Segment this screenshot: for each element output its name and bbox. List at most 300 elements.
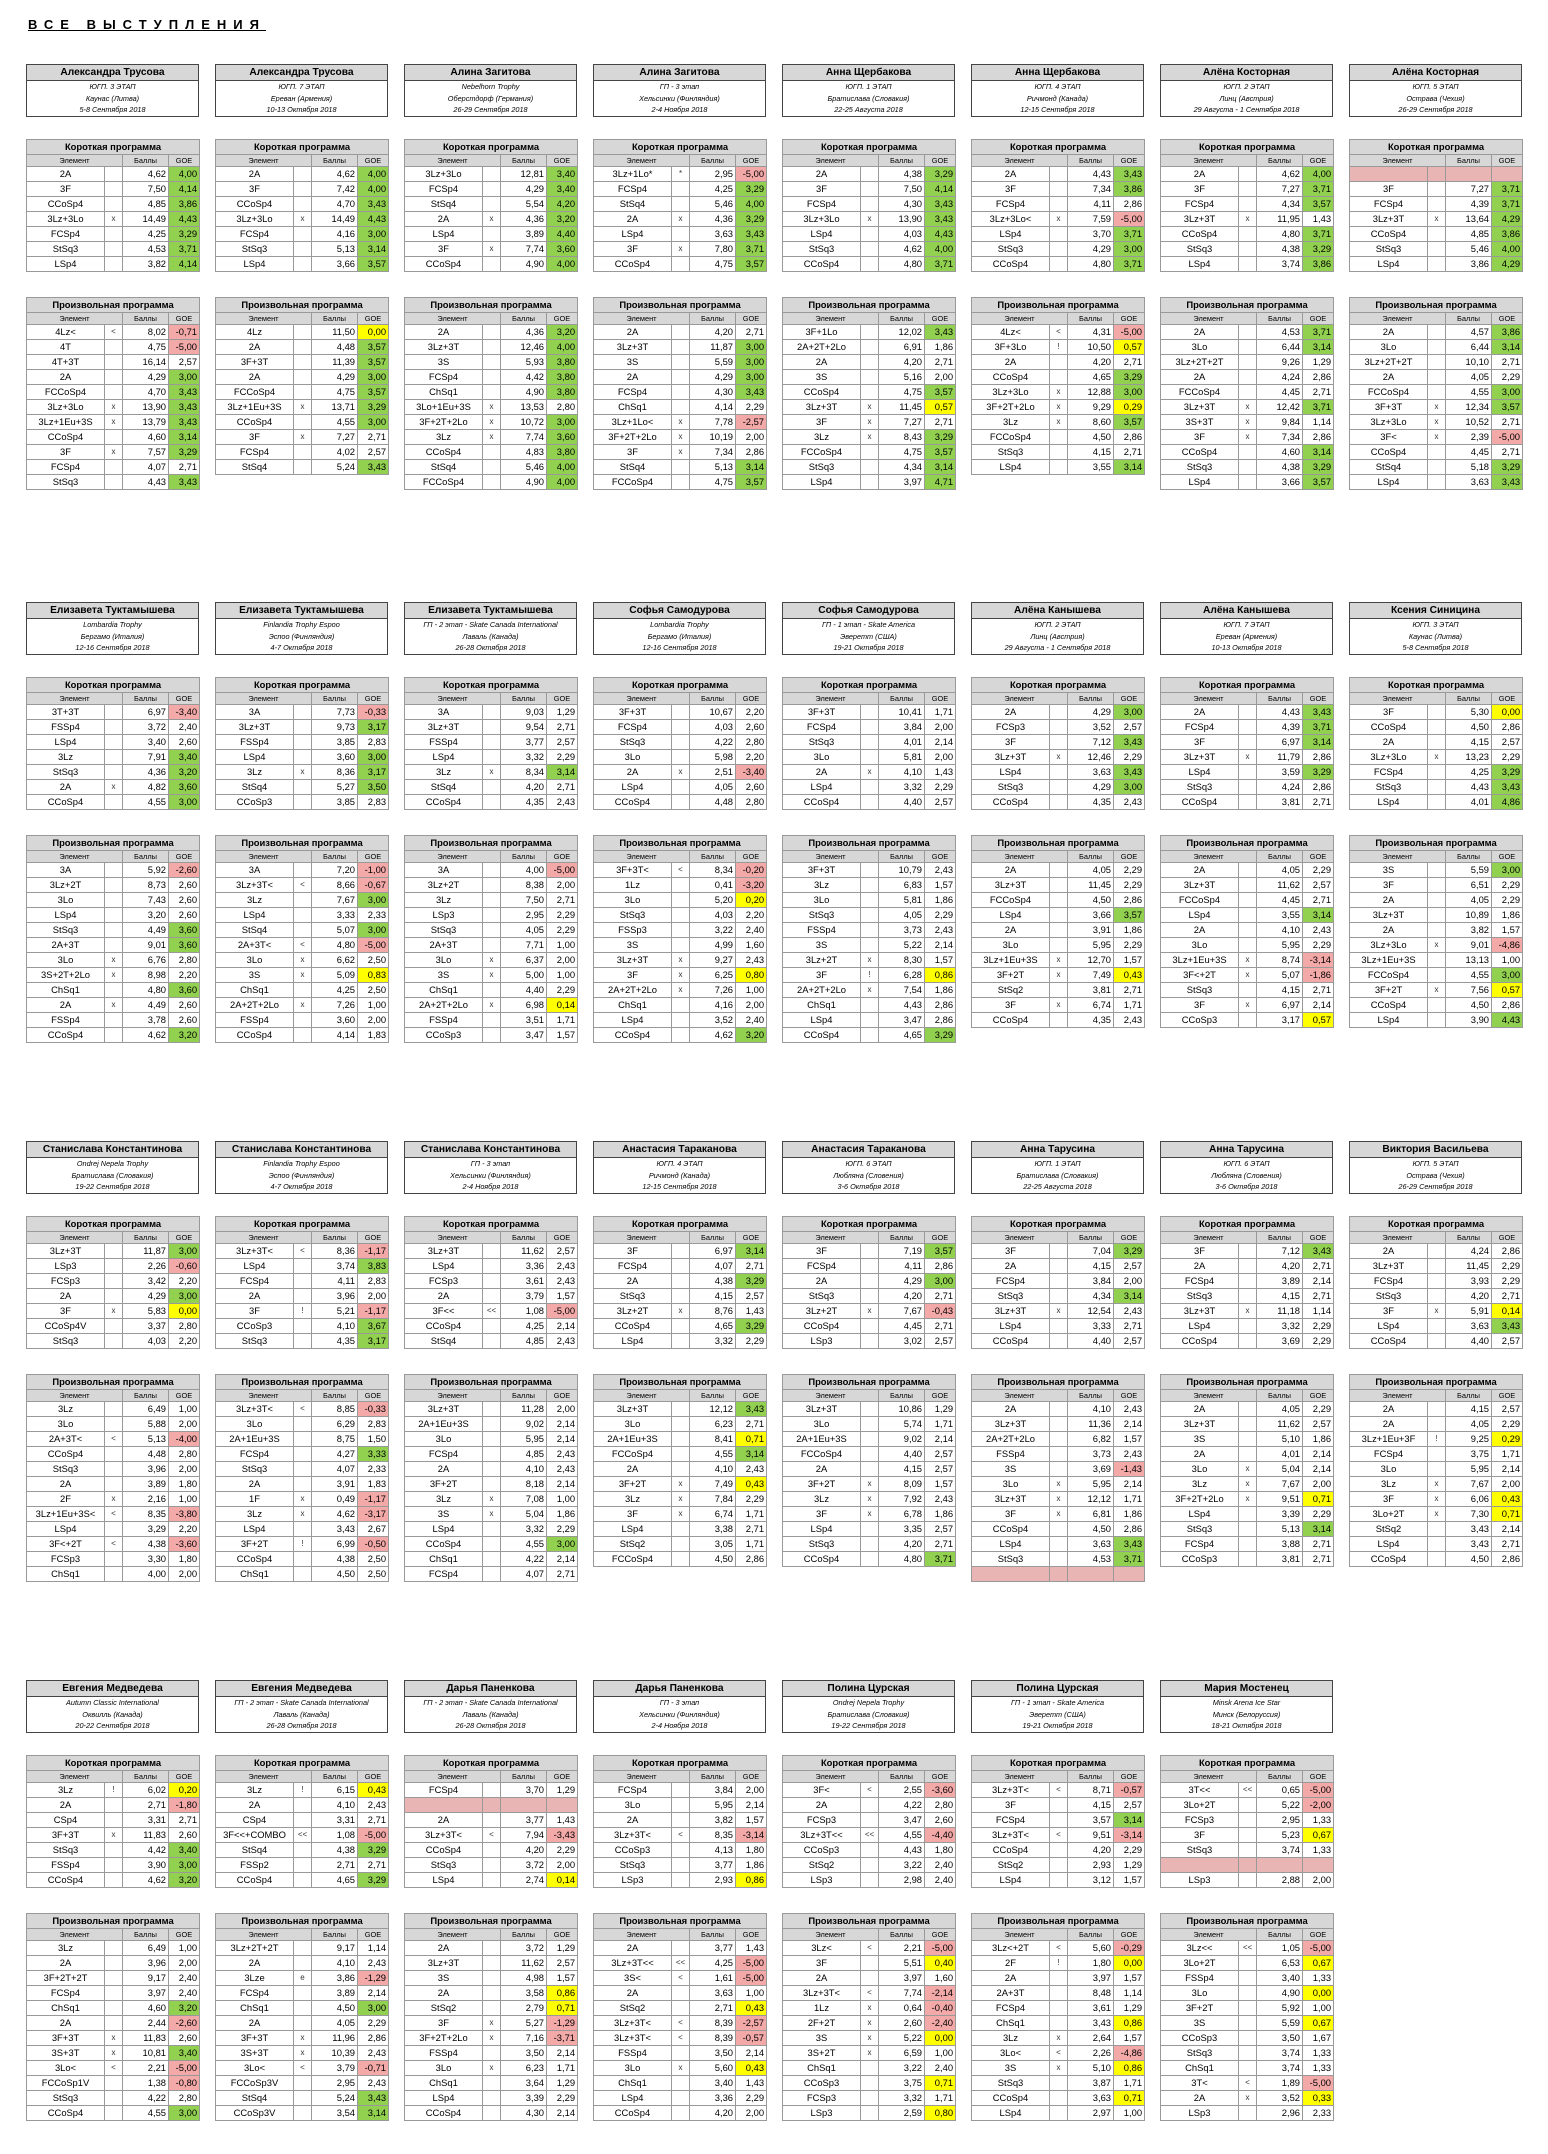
element-code: LSp4 xyxy=(1161,765,1239,780)
element-score: 3,91 xyxy=(312,1477,358,1492)
element-score: 3,47 xyxy=(879,1013,925,1028)
element-row xyxy=(783,2031,956,2046)
card-header xyxy=(404,1141,577,1194)
skater-card xyxy=(404,1141,577,1579)
element-mark: << xyxy=(861,1828,879,1843)
element-mark: < xyxy=(105,1432,123,1447)
element-goe: 3,60 xyxy=(547,430,578,445)
element-goe: 2,60 xyxy=(169,908,200,923)
element-row xyxy=(972,1432,1145,1447)
element-code: 3Lz+3Lo xyxy=(27,212,105,227)
element-mark xyxy=(1428,1244,1446,1259)
score-header: Баллы xyxy=(312,155,358,167)
element-mark xyxy=(294,370,312,385)
element-score: 8,35 xyxy=(690,1828,736,1843)
element-row xyxy=(216,355,389,370)
element-score: 11,62 xyxy=(1257,878,1303,893)
element-goe: 3,57 xyxy=(358,257,389,272)
element-goe: 3,20 xyxy=(169,1028,200,1043)
element-code: 2A+2T+2Lo xyxy=(783,340,861,355)
element-score: 4,90 xyxy=(501,385,547,400)
element-mark: x xyxy=(105,415,123,430)
element-goe: -1,17 xyxy=(358,1244,389,1259)
goe-header: GOE xyxy=(547,1390,578,1402)
element-score: 4,45 xyxy=(1257,893,1303,908)
element-row xyxy=(594,2031,767,2046)
short-program-table xyxy=(593,677,767,810)
element-row xyxy=(972,908,1145,923)
element-code: FCSp3 xyxy=(783,2091,861,2106)
element-score: 3,77 xyxy=(501,735,547,750)
element-row xyxy=(1161,460,1334,475)
element-score: 11,62 xyxy=(1257,1417,1303,1432)
element-code: StSq4 xyxy=(594,460,672,475)
element-goe: 2,40 xyxy=(169,1986,200,2001)
short-program-table xyxy=(1160,677,1334,810)
element-code: 3Lz+3T xyxy=(27,1244,105,1259)
element-code: CCoSp4 xyxy=(405,1537,483,1552)
event-place: Линц (Австрия) xyxy=(1219,93,1274,103)
element-score: 4,05 xyxy=(1257,863,1303,878)
element-goe: 1,71 xyxy=(547,2061,578,2076)
card-header xyxy=(1160,1680,1333,1733)
element-mark xyxy=(1428,923,1446,938)
element-code: StSq3 xyxy=(27,923,105,938)
element-code: FCCoSp4 xyxy=(1350,968,1428,983)
program-title: Короткая программа xyxy=(216,678,389,693)
element-row xyxy=(1350,953,1523,968)
element-code: 3Lz+3T xyxy=(594,953,672,968)
element-mark xyxy=(672,1783,690,1798)
element-goe: 2,57 xyxy=(1114,1334,1145,1349)
element-score: 6,91 xyxy=(879,340,925,355)
card-header xyxy=(26,1680,199,1733)
element-score: 6,23 xyxy=(501,2061,547,2076)
program-title: Короткая программа xyxy=(1161,1756,1334,1771)
element-goe: 0,86 xyxy=(736,1873,767,1888)
element-code: 4T+3T xyxy=(27,355,105,370)
score-header: Баллы xyxy=(501,155,547,167)
element-score: 5,24 xyxy=(312,2091,358,2106)
element-code: 2A+3T xyxy=(405,938,483,953)
element-row xyxy=(216,1447,389,1462)
element-score: 11,96 xyxy=(312,2031,358,2046)
element-code: CCoSp4 xyxy=(972,795,1050,810)
element-goe: 2,29 xyxy=(1303,863,1334,878)
event-date: 29 Августа - 1 Сентября 2018 xyxy=(1004,643,1111,653)
element-score: 5,59 xyxy=(1446,863,1492,878)
element-mark xyxy=(861,242,879,257)
element-row xyxy=(1350,735,1523,750)
element-goe: 2,43 xyxy=(547,795,578,810)
element-row xyxy=(405,923,578,938)
element-goe: 0,00 xyxy=(1303,1986,1334,2001)
element-mark: x xyxy=(1050,400,1068,415)
element-row xyxy=(1161,2061,1334,2076)
element-score: 4,16 xyxy=(690,998,736,1013)
element-goe: 2,60 xyxy=(169,1013,200,1028)
skater-card xyxy=(782,1680,955,2118)
element-mark: ! xyxy=(1050,1956,1068,1971)
element-mark xyxy=(483,257,501,272)
element-score: 5,60 xyxy=(690,2061,736,2076)
element-goe: 2,33 xyxy=(1303,2106,1334,2121)
element-score: 3,47 xyxy=(879,1813,925,1828)
event-place: Эспоо (Финляндия) xyxy=(268,1170,335,1180)
element-row xyxy=(405,938,578,953)
element-code: 3Lz+3T xyxy=(216,720,294,735)
element-header: Элемент xyxy=(27,313,123,325)
element-score: 3,84 xyxy=(690,1783,736,1798)
element-row xyxy=(1161,1971,1334,1986)
element-mark xyxy=(672,355,690,370)
element-row xyxy=(594,385,767,400)
element-score: 4,29 xyxy=(123,370,169,385)
score-header: Баллы xyxy=(1068,313,1114,325)
event-date: 18-21 Октября 2018 xyxy=(1211,1721,1282,1731)
element-score: 5,46 xyxy=(501,460,547,475)
element-row xyxy=(27,1828,200,1843)
element-mark xyxy=(672,325,690,340)
element-score: 4,45 xyxy=(879,1319,925,1334)
element-goe: 3,00 xyxy=(925,1274,956,1289)
program-title: Короткая программа xyxy=(27,1756,200,1771)
element-goe: 2,29 xyxy=(1114,938,1145,953)
element-mark xyxy=(672,197,690,212)
element-goe: 3,86 xyxy=(1492,325,1523,340)
element-score: 4,90 xyxy=(501,257,547,272)
element-score: 3,77 xyxy=(690,1941,736,1956)
element-row xyxy=(27,2076,200,2091)
element-code: 3T< xyxy=(1161,2076,1239,2091)
element-score xyxy=(501,1798,547,1813)
element-score: 5,23 xyxy=(1257,1828,1303,1843)
element-goe: -0,57 xyxy=(1114,1783,1145,1798)
element-goe: 2,80 xyxy=(547,400,578,415)
element-row xyxy=(594,2106,767,2121)
element-header: Элемент xyxy=(1161,1929,1257,1941)
element-goe: 3,20 xyxy=(736,1028,767,1043)
goe-header: GOE xyxy=(547,1232,578,1244)
element-mark xyxy=(483,2046,501,2061)
element-mark: x xyxy=(483,2031,501,2046)
element-goe: 1,86 xyxy=(1303,1432,1334,1447)
element-row xyxy=(27,983,200,998)
element-code: StSq4 xyxy=(405,780,483,795)
element-code: 3Lz+3T xyxy=(1161,1304,1239,1319)
element-row xyxy=(594,1813,767,1828)
element-row xyxy=(405,1507,578,1522)
element-header: Элемент xyxy=(972,1929,1068,1941)
element-score: 3,35 xyxy=(879,1522,925,1537)
element-goe: 3,43 xyxy=(358,2091,389,2106)
element-code: 2A xyxy=(27,998,105,1013)
element-mark: x xyxy=(1239,968,1257,983)
element-code: StSq3 xyxy=(27,1462,105,1477)
element-code: 3Lz+3T<< xyxy=(594,1956,672,1971)
short-program-table xyxy=(971,1755,1145,1888)
element-code: FCSp4 xyxy=(27,227,105,242)
element-score: 0,64 xyxy=(879,2001,925,2016)
element-score: 4,10 xyxy=(312,1956,358,1971)
element-mark xyxy=(1428,1274,1446,1289)
element-mark xyxy=(672,780,690,795)
element-code: 3Lz+3T< xyxy=(594,2031,672,2046)
element-row xyxy=(594,340,767,355)
element-mark xyxy=(105,2076,123,2091)
element-code: 2A+3T< xyxy=(216,938,294,953)
element-goe: 3,60 xyxy=(169,923,200,938)
element-code: 2A xyxy=(783,765,861,780)
element-mark: << xyxy=(294,1828,312,1843)
element-goe: 1,86 xyxy=(1492,908,1523,923)
element-header: Элемент xyxy=(783,1929,879,1941)
short-program-table xyxy=(26,139,200,272)
element-row xyxy=(1350,1274,1523,1289)
element-code: 3Lz+3Lo xyxy=(1350,750,1428,765)
element-goe xyxy=(547,1798,578,1813)
element-row xyxy=(783,212,956,227)
element-score: 11,83 xyxy=(123,2031,169,2046)
element-goe xyxy=(1303,1858,1334,1873)
element-goe: 1,80 xyxy=(736,1843,767,1858)
element-row xyxy=(216,1873,389,1888)
element-code: FCSp4 xyxy=(1350,1274,1428,1289)
element-score: 6,15 xyxy=(312,1783,358,1798)
element-mark xyxy=(294,1567,312,1582)
element-mark xyxy=(483,1013,501,1028)
element-goe: 0,29 xyxy=(1114,400,1145,415)
element-score: 5,18 xyxy=(1446,460,1492,475)
element-mark xyxy=(483,983,501,998)
element-code: 3Lz+3T xyxy=(594,1402,672,1417)
element-row xyxy=(27,1552,200,1567)
element-mark: << xyxy=(672,1956,690,1971)
element-row xyxy=(594,1828,767,1843)
element-goe: 0,57 xyxy=(1492,983,1523,998)
element-code: 3F xyxy=(594,1507,672,1522)
element-row xyxy=(1350,1244,1523,1259)
element-mark: x xyxy=(483,212,501,227)
element-row xyxy=(1161,2031,1334,2046)
element-score: 12,88 xyxy=(1068,385,1114,400)
element-code: 3F xyxy=(1161,182,1239,197)
score-header: Баллы xyxy=(312,1390,358,1402)
element-goe: 3,20 xyxy=(547,325,578,340)
element-mark xyxy=(1239,765,1257,780)
element-code: 3F+2T+2Lo xyxy=(405,2031,483,2046)
element-score: 3,97 xyxy=(1068,1971,1114,1986)
element-row xyxy=(594,325,767,340)
element-code: 3S+3T xyxy=(216,2046,294,2061)
element-code: 3F xyxy=(405,2016,483,2031)
element-mark xyxy=(672,370,690,385)
element-row xyxy=(594,415,767,430)
element-score: 5,00 xyxy=(501,968,547,983)
element-score: 4,34 xyxy=(1068,1289,1114,1304)
element-code: 3Lz xyxy=(972,2031,1050,2046)
program-title: Произвольная программа xyxy=(1350,298,1523,313)
element-score: 5,95 xyxy=(1257,938,1303,953)
element-mark: x xyxy=(1050,2061,1068,2076)
event-name: ГП - 2 этап - Skate Canada International xyxy=(423,620,558,629)
element-code: 2A xyxy=(216,370,294,385)
event-place: Братислава (Словакия) xyxy=(71,1170,154,1180)
element-goe: 2,40 xyxy=(925,1873,956,1888)
element-score: 8,48 xyxy=(1068,1986,1114,2001)
element-goe: 3,14 xyxy=(1114,1813,1145,1828)
element-row xyxy=(1161,705,1334,720)
score-header: Баллы xyxy=(1068,1771,1114,1783)
element-row xyxy=(783,400,956,415)
element-goe: 3,57 xyxy=(358,340,389,355)
element-mark xyxy=(294,167,312,182)
element-mark xyxy=(294,1798,312,1813)
element-row xyxy=(1161,1507,1334,1522)
element-mark xyxy=(1239,325,1257,340)
element-row xyxy=(594,1492,767,1507)
element-goe: 1,14 xyxy=(358,1941,389,1956)
element-score: 7,50 xyxy=(501,893,547,908)
element-mark xyxy=(294,983,312,998)
skater-name: Станислава Константинова xyxy=(216,1142,387,1158)
element-code: CCoSp4 xyxy=(1350,1334,1428,1349)
element-goe: 2,71 xyxy=(1114,355,1145,370)
element-code: 3Lz+2T+2T xyxy=(216,1941,294,1956)
event-date: 19-22 Сентября 2018 xyxy=(831,1721,906,1731)
element-code: LSp4 xyxy=(1350,1013,1428,1028)
program-title: Короткая программа xyxy=(1350,1217,1523,1232)
element-score: 7,71 xyxy=(501,938,547,953)
element-code: LSp4 xyxy=(594,1334,672,1349)
element-goe: 2,71 xyxy=(547,780,578,795)
element-code: ChSq1 xyxy=(783,998,861,1013)
element-row xyxy=(27,1798,200,1813)
element-score: 11,79 xyxy=(1257,750,1303,765)
element-goe: 3,57 xyxy=(925,445,956,460)
free-program-table xyxy=(1349,297,1523,490)
element-code: 2A xyxy=(594,1274,672,1289)
element-score: 9,29 xyxy=(1068,400,1114,415)
element-row xyxy=(216,923,389,938)
element-row xyxy=(783,938,956,953)
element-mark: x xyxy=(861,1492,879,1507)
element-row xyxy=(405,197,578,212)
element-score: 7,91 xyxy=(123,750,169,765)
element-mark: < xyxy=(861,1986,879,2001)
element-score: 1,89 xyxy=(1257,2076,1303,2091)
element-goe: -0,71 xyxy=(169,325,200,340)
element-code: FCCoSp4 xyxy=(27,385,105,400)
element-mark xyxy=(672,893,690,908)
element-score: 4,20 xyxy=(1257,1259,1303,1274)
element-score: 5,22 xyxy=(1257,1798,1303,1813)
element-mark xyxy=(483,908,501,923)
element-code: 3Lo xyxy=(783,1417,861,1432)
element-code: LSp4 xyxy=(216,750,294,765)
element-goe: 3,20 xyxy=(169,1873,200,1888)
element-score: 5,95 xyxy=(1068,1477,1114,1492)
event-name: ГП - 1 этап - Skate America xyxy=(1010,1698,1105,1707)
element-score: 4,15 xyxy=(1068,1798,1114,1813)
element-score: 4,29 xyxy=(1068,242,1114,257)
element-mark: x xyxy=(105,2031,123,2046)
element-goe: 1,57 xyxy=(736,1813,767,1828)
element-header: Элемент xyxy=(405,1390,501,1402)
element-mark xyxy=(1050,1971,1068,1986)
goe-header: GOE xyxy=(736,1390,767,1402)
element-goe: 3,40 xyxy=(169,2046,200,2061)
element-score: 3,40 xyxy=(690,2076,736,2091)
element-row xyxy=(405,780,578,795)
element-header: Элемент xyxy=(594,1929,690,1941)
element-code: 3Lz xyxy=(216,765,294,780)
element-goe: 1,50 xyxy=(358,1432,389,1447)
element-score: 5,30 xyxy=(1446,705,1492,720)
element-mark xyxy=(105,1798,123,1813)
element-score: 3,74 xyxy=(1257,1843,1303,1858)
element-score: 5,81 xyxy=(879,750,925,765)
score-header: Баллы xyxy=(501,1771,547,1783)
element-code: 3F xyxy=(972,735,1050,750)
element-mark xyxy=(483,197,501,212)
element-goe: 3,00 xyxy=(358,370,389,385)
element-goe: 2,86 xyxy=(358,2031,389,2046)
event-name: ЮГП. 4 ЭТАП xyxy=(1034,82,1081,91)
element-mark xyxy=(105,2091,123,2106)
element-mark xyxy=(861,1537,879,1552)
element-row xyxy=(783,705,956,720)
element-score: 4,75 xyxy=(312,385,358,400)
element-row xyxy=(27,1813,200,1828)
element-goe: 0,00 xyxy=(1114,1956,1145,1971)
element-score: 4,55 xyxy=(1446,968,1492,983)
element-score: 5,98 xyxy=(690,750,736,765)
element-code: 3Lz+3T xyxy=(972,750,1050,765)
short-program-table xyxy=(971,139,1145,272)
element-row xyxy=(594,445,767,460)
element-goe: 1,00 xyxy=(1303,2001,1334,2016)
goe-header: GOE xyxy=(169,693,200,705)
element-goe: 3,14 xyxy=(1303,445,1334,460)
element-score: 13,64 xyxy=(1446,212,1492,227)
program-title: Произвольная программа xyxy=(594,1375,767,1390)
element-goe: 4,29 xyxy=(1492,257,1523,272)
element-goe: 2,60 xyxy=(169,1828,200,1843)
element-row xyxy=(216,1537,389,1552)
program-title: Произвольная программа xyxy=(1161,298,1334,313)
element-mark xyxy=(672,998,690,1013)
element-goe: 4,00 xyxy=(169,167,200,182)
element-code: FCSp4 xyxy=(783,720,861,735)
element-goe: 1,29 xyxy=(547,1941,578,1956)
score-header: Баллы xyxy=(690,1232,736,1244)
element-code: 3F xyxy=(1350,878,1428,893)
element-score: 4,05 xyxy=(1446,1417,1492,1432)
element-score: 13,53 xyxy=(501,400,547,415)
element-goe: 1,67 xyxy=(1303,2031,1334,2046)
element-mark: x xyxy=(861,400,879,415)
element-goe: 2,29 xyxy=(547,908,578,923)
element-row xyxy=(972,923,1145,938)
element-mark xyxy=(1239,878,1257,893)
element-mark xyxy=(1428,765,1446,780)
element-mark xyxy=(105,1028,123,1043)
element-score: 4,90 xyxy=(1257,1986,1303,2001)
element-goe: 2,71 xyxy=(736,1522,767,1537)
goe-header: GOE xyxy=(1303,1929,1334,1941)
element-mark: x xyxy=(861,2016,879,2031)
